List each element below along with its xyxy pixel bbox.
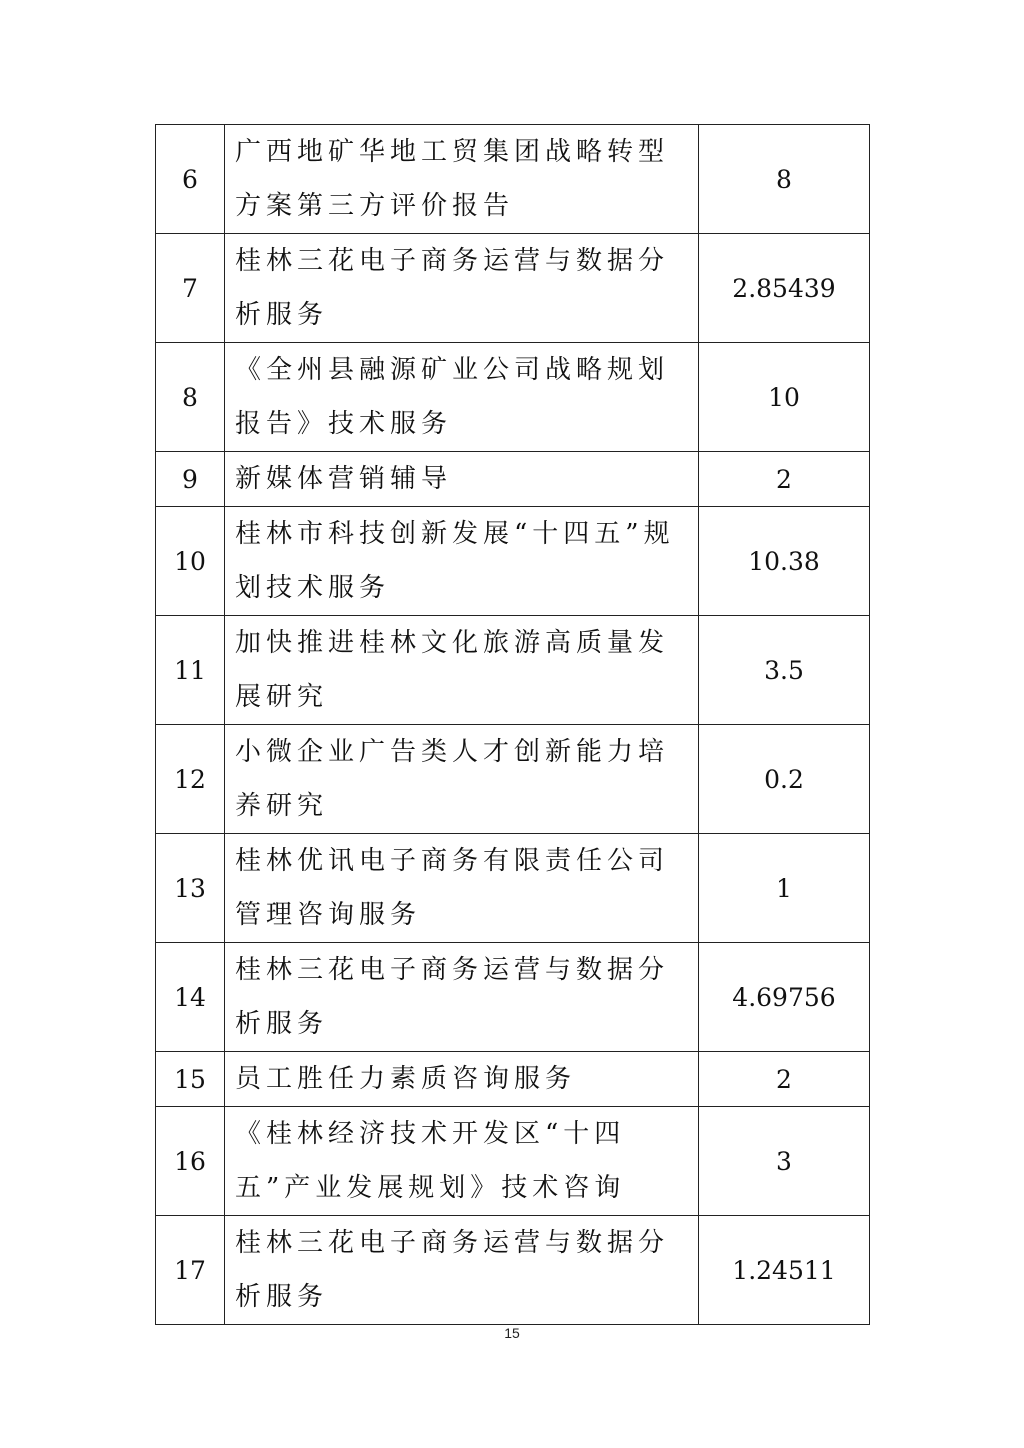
table-row <box>156 234 870 343</box>
table-row <box>156 943 870 1052</box>
row-number: 15 <box>156 1052 225 1107</box>
row-number: 6 <box>156 125 225 234</box>
project-name: 《全州县融源矿业公司战略规划报告》技术服务 <box>225 343 699 452</box>
table-row <box>156 507 870 616</box>
row-number: 14 <box>156 943 225 1052</box>
project-name: 小微企业广告类人才创新能力培养研究 <box>225 725 699 834</box>
project-name: 桂林三花电子商务运营与数据分析服务 <box>225 1216 699 1325</box>
projects-table <box>155 124 870 1325</box>
project-amount: 3.5 <box>699 616 870 725</box>
row-number: 8 <box>156 343 225 452</box>
project-amount: 4.69756 <box>699 943 870 1052</box>
table-row <box>156 1216 870 1325</box>
project-name: 《桂林经济技术开发区“十四五”产业发展规划》技术咨询 <box>225 1107 699 1216</box>
table-row <box>156 616 870 725</box>
project-amount: 1 <box>699 834 870 943</box>
row-number: 12 <box>156 725 225 834</box>
project-amount: 2 <box>699 1052 870 1107</box>
table-row <box>156 1052 870 1107</box>
table-row <box>156 343 870 452</box>
row-number: 13 <box>156 834 225 943</box>
project-name: 新媒体营销辅导 <box>225 452 699 507</box>
table-row <box>156 125 870 234</box>
table-row <box>156 725 870 834</box>
project-name: 员工胜任力素质咨询服务 <box>225 1052 699 1107</box>
project-amount: 8 <box>699 125 870 234</box>
row-number: 7 <box>156 234 225 343</box>
project-amount: 10.38 <box>699 507 870 616</box>
row-number: 9 <box>156 452 225 507</box>
project-name: 广西地矿华地工贸集团战略转型方案第三方评价报告 <box>225 125 699 234</box>
project-amount: 10 <box>699 343 870 452</box>
project-name: 桂林市科技创新发展“十四五”规划技术服务 <box>225 507 699 616</box>
project-amount: 2.85439 <box>699 234 870 343</box>
page-number: 15 <box>504 1325 520 1341</box>
table-body <box>156 125 870 1325</box>
project-amount: 3 <box>699 1107 870 1216</box>
project-amount: 1.24511 <box>699 1216 870 1325</box>
row-number: 16 <box>156 1107 225 1216</box>
table-row <box>156 1107 870 1216</box>
project-name: 加快推进桂林文化旅游高质量发展研究 <box>225 616 699 725</box>
project-name: 桂林优讯电子商务有限责任公司管理咨询服务 <box>225 834 699 943</box>
project-amount: 0.2 <box>699 725 870 834</box>
project-amount: 2 <box>699 452 870 507</box>
row-number: 17 <box>156 1216 225 1325</box>
table-row <box>156 834 870 943</box>
project-name: 桂林三花电子商务运营与数据分析服务 <box>225 943 699 1052</box>
table-row <box>156 452 870 507</box>
row-number: 10 <box>156 507 225 616</box>
project-name: 桂林三花电子商务运营与数据分析服务 <box>225 234 699 343</box>
row-number: 11 <box>156 616 225 725</box>
